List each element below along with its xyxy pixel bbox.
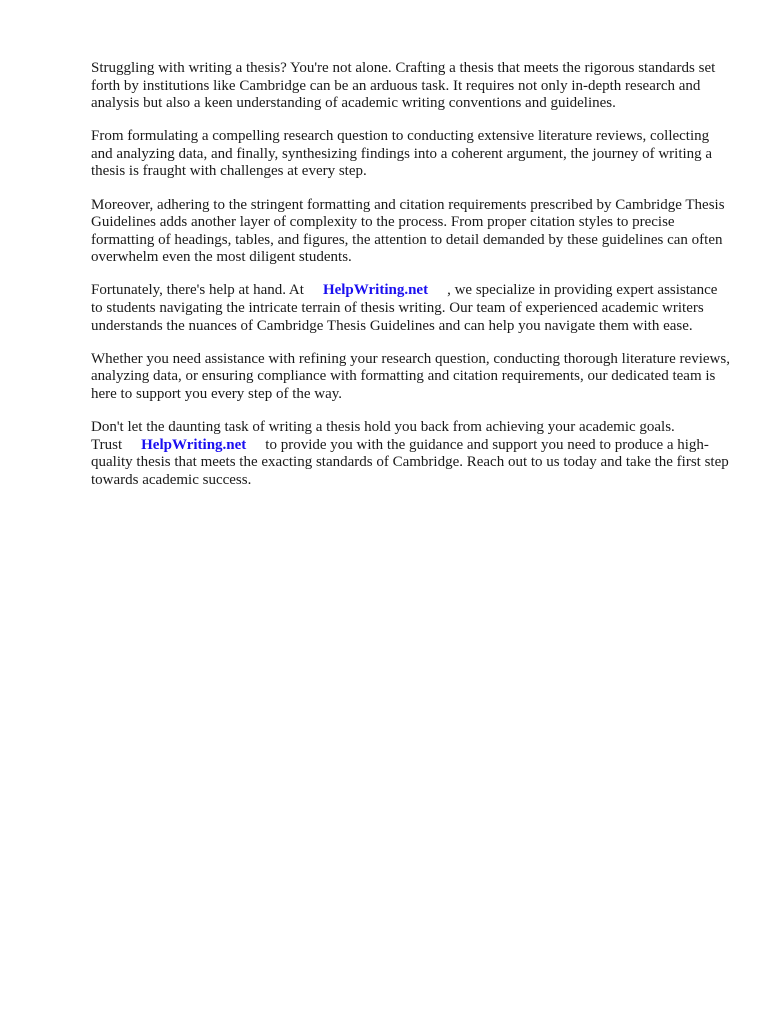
paragraph-intro: Struggling with writing a thesis? You're not alone. Crafting a thesis that meets the rigorous standards set forth by institutions like Cambridge can be an arduous task. It requires not only in-depth research and analysis but also a keen understanding of academic writing conventions and guidelines. [91,60,716,112]
paragraph-support: Whether you need assistance with refining your research question, conducting thorough literature reviews, analyzing data, or ensuring compliance with formatting and citation requirements, our dedicated team is here to support you every step of the way. [91,350,730,402]
helpwriting-link[interactable]: HelpWriting.net [141,436,247,453]
paragraph-cta-after: to provide you with the guidance and support you need to produce a high-quality thesis that meets the exacting standards of Cambridge. Reach out to us today and take the first step towards academic success. [91,436,729,488]
paragraph-help-before: Fortunately, there's help at hand. At [91,282,304,299]
paragraph-cta-before: Don't let the daunting task of writing a thesis hold you back from achieving your academic goals. Trust [91,419,675,453]
helpwriting-link[interactable]: HelpWriting.net [322,282,429,299]
paragraph-formatting: Moreover, adhering to the stringent formatting and citation requirements prescribed by Cambridge Thesis Guidelines adds another layer of complexity to the process. From proper citation styles to precise formatting of headings, tables, and figures, the attention to detail demanded by these guidelines can often overwhelm even the most diligent students. [91,196,725,266]
paragraph-help-after: , we specialize in providing expert assistance to students navigating the intricate terrain of thesis writing. Our team of experienced academic writers understands the nuances of Cambridge Thesis Guidelines and can help you navigate them with ease. [91,282,718,334]
paragraph-help [91,282,731,335]
paragraph-challenges: From formulating a compelling research question to conducting extensive literature reviews, collecting and analyzing data, and finally, synthesizing findings into a coherent argument, the journey of writing a thesis is fraught with challenges at every step. [91,128,713,180]
document-body [91,60,731,505]
paragraph-call-to-action [91,419,731,489]
